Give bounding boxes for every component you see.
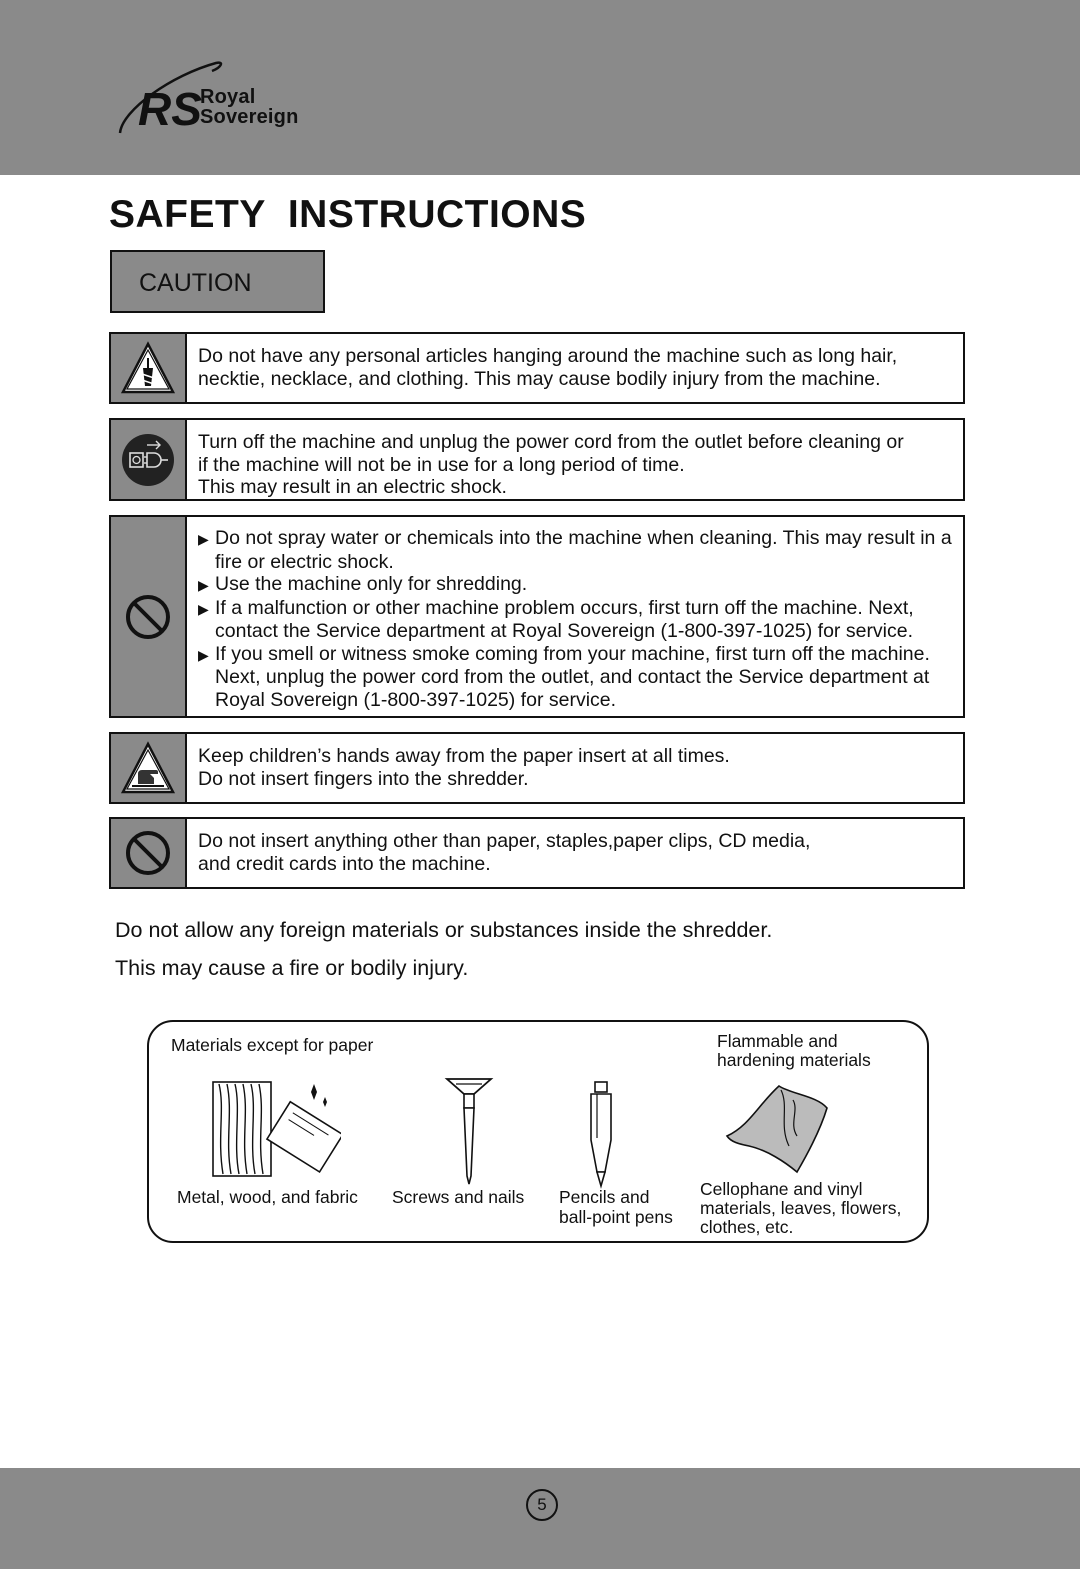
warning-text xyxy=(198,431,957,499)
warning-text xyxy=(198,830,957,875)
warning-line: necktie, necklace, and clothing. This may cause bodily injury from the machine. xyxy=(198,367,881,390)
header-band xyxy=(0,0,1080,175)
material-label: ball-point pens xyxy=(559,1207,673,1227)
logo-name-line1: Royal xyxy=(200,86,256,108)
warning-icon-cell xyxy=(111,734,187,802)
warning-line: if the machine will not be in use for a long period of time. xyxy=(198,453,685,476)
warning-text xyxy=(198,527,963,711)
caution-label-box xyxy=(110,250,325,313)
foreign-materials-notice: Do not allow any foreign materials or substances inside the shredder. xyxy=(115,918,773,942)
warning-line: This may result in an electric shock. xyxy=(198,476,507,498)
warning-line: Turn off the machine and unplug the power cord from the outlet before cleaning or xyxy=(198,431,904,453)
warning-line: Do not insert anything other than paper, staples,paper clips, CD media, xyxy=(198,830,811,852)
warning-bullet: ▶ If a malfunction or other machine problem occurs, first turn off the machine. Next, contact the Service department at Royal Sovereign (1-800-397-1025) for service. xyxy=(198,597,963,643)
materials-right-header-line2: hardening materials xyxy=(717,1050,871,1070)
royal-sovereign-logo xyxy=(112,55,322,140)
warning-box-hands xyxy=(109,732,965,804)
warning-bullet: ▶ Do not spray water or chemicals into the machine when cleaning. This may result in a fire or electric shock. xyxy=(198,527,963,573)
warning-icon-cell xyxy=(111,334,187,402)
warning-text xyxy=(198,345,957,390)
materials-left-header: Materials except for paper xyxy=(171,1035,374,1055)
logo-mark: RS xyxy=(138,83,202,135)
warning-icon-cell xyxy=(111,819,187,887)
warning-line: and credit cards into the machine. xyxy=(198,852,491,875)
unplug-icon xyxy=(120,432,176,488)
material-label: Cellophane and vinyl xyxy=(700,1179,863,1199)
material-label: clothes, etc. xyxy=(700,1217,794,1237)
warning-box-unplug xyxy=(109,418,965,501)
warning-line: Keep children’s hands away from the paper insert at all times. xyxy=(198,745,730,767)
screw-nail-icon xyxy=(444,1076,494,1186)
foreign-materials-consequence: This may cause a fire or bodily injury. xyxy=(115,956,469,980)
caution-label: CAUTION xyxy=(139,269,252,297)
warning-bullet: ▶ Use the machine only for shredding. xyxy=(198,573,963,597)
cellophane-icon xyxy=(719,1076,831,1176)
hand-warning-icon xyxy=(120,740,176,796)
logo-name-line2: Sovereign xyxy=(200,106,299,128)
material-label: Metal, wood, and fabric xyxy=(177,1187,358,1207)
warning-box-entanglement xyxy=(109,332,965,404)
page-number: 5 xyxy=(526,1489,558,1521)
prohibited-icon xyxy=(123,828,173,878)
warning-box-allowed-items xyxy=(109,817,965,889)
material-label: materials, leaves, flowers, xyxy=(700,1198,902,1218)
prohibited-materials-panel xyxy=(147,1020,929,1243)
pen-pencil-icon xyxy=(585,1080,619,1190)
warning-icon-cell xyxy=(111,517,187,716)
entanglement-warning-icon xyxy=(120,340,176,396)
page-title: SAFETY INSTRUCTIONS xyxy=(109,193,587,236)
warning-icon-cell xyxy=(111,420,187,499)
warning-text xyxy=(198,745,957,790)
warning-line: Do not have any personal articles hanging around the machine such as long hair, xyxy=(198,345,898,367)
materials-right-header-line1: Flammable and xyxy=(717,1031,838,1051)
prohibited-icon xyxy=(123,592,173,642)
material-label: Pencils and xyxy=(559,1187,650,1207)
warning-line: Do not insert fingers into the shredder. xyxy=(198,767,529,790)
metal-wood-fabric-icon xyxy=(211,1078,341,1183)
warning-box-prohibited-actions xyxy=(109,515,965,718)
warning-bullet: ▶ If you smell or witness smoke coming from your machine, first turn off the machine. Next, unplug the power cord from the outlet, and contact the Service department at Royal Sovereign (1-800-397-1025) for service. xyxy=(198,643,963,712)
material-label: Screws and nails xyxy=(392,1187,525,1207)
